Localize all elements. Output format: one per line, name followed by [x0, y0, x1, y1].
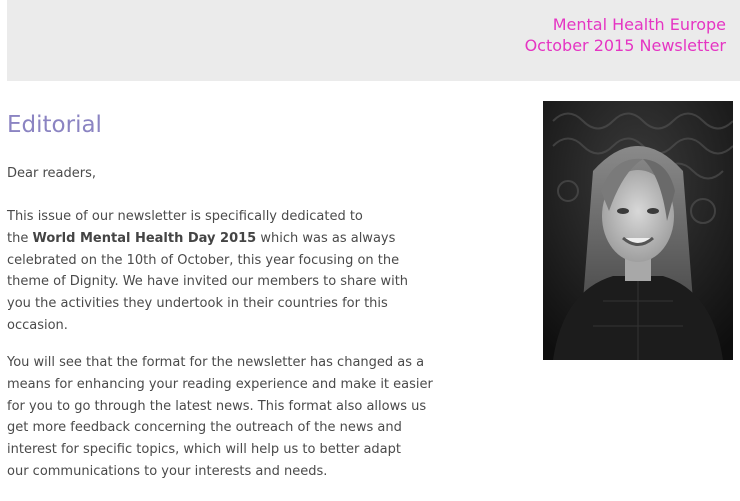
paragraph-line: our communications to your interests and needs. [7, 463, 328, 479]
text-fragment: the [7, 230, 33, 246]
paragraph-line: get more feedback concerning the outreach of the news and [7, 420, 402, 436]
author-portrait-photo [543, 101, 733, 360]
newsletter-issue: October 2015 Newsletter [524, 36, 726, 55]
paragraph-line: You will see that the format for the newsletter has changed as a [7, 355, 425, 370]
paragraph-line: you the activities they undertook in their countries for this [7, 296, 388, 312]
paragraph-line: for you to go through the latest news. This format also allows us [7, 398, 427, 414]
editorial-paragraph-1 [7, 206, 467, 337]
paragraph-line: celebrated on the 10th of October, this year focusing on the [7, 252, 400, 268]
header-title-block [525, 14, 726, 56]
paragraph-line: theme of Dignity. We have invited our members to share with [7, 274, 409, 290]
editorial-paragraph-2 [7, 352, 467, 483]
paragraph-line: occasion. [7, 317, 68, 333]
world-mental-health-day-highlight: World Mental Health Day 2015 [32, 230, 257, 246]
organization-name: Mental Health Europe [552, 15, 726, 34]
paragraph-line: interest for specific topics, which will help us to better adapt [7, 442, 401, 458]
text-fragment: which was as always [256, 230, 396, 246]
paragraph-line: This issue of our newsletter is specifically dedicated to [7, 209, 363, 224]
editorial-heading: Editorial [7, 112, 102, 138]
greeting-text: Dear readers, [7, 166, 96, 181]
newsletter-header [7, 0, 740, 81]
portrait-photo-icon [543, 101, 733, 360]
paragraph-line: means for enhancing your reading experience and make it easier [7, 376, 433, 392]
paragraph-line [7, 228, 467, 250]
